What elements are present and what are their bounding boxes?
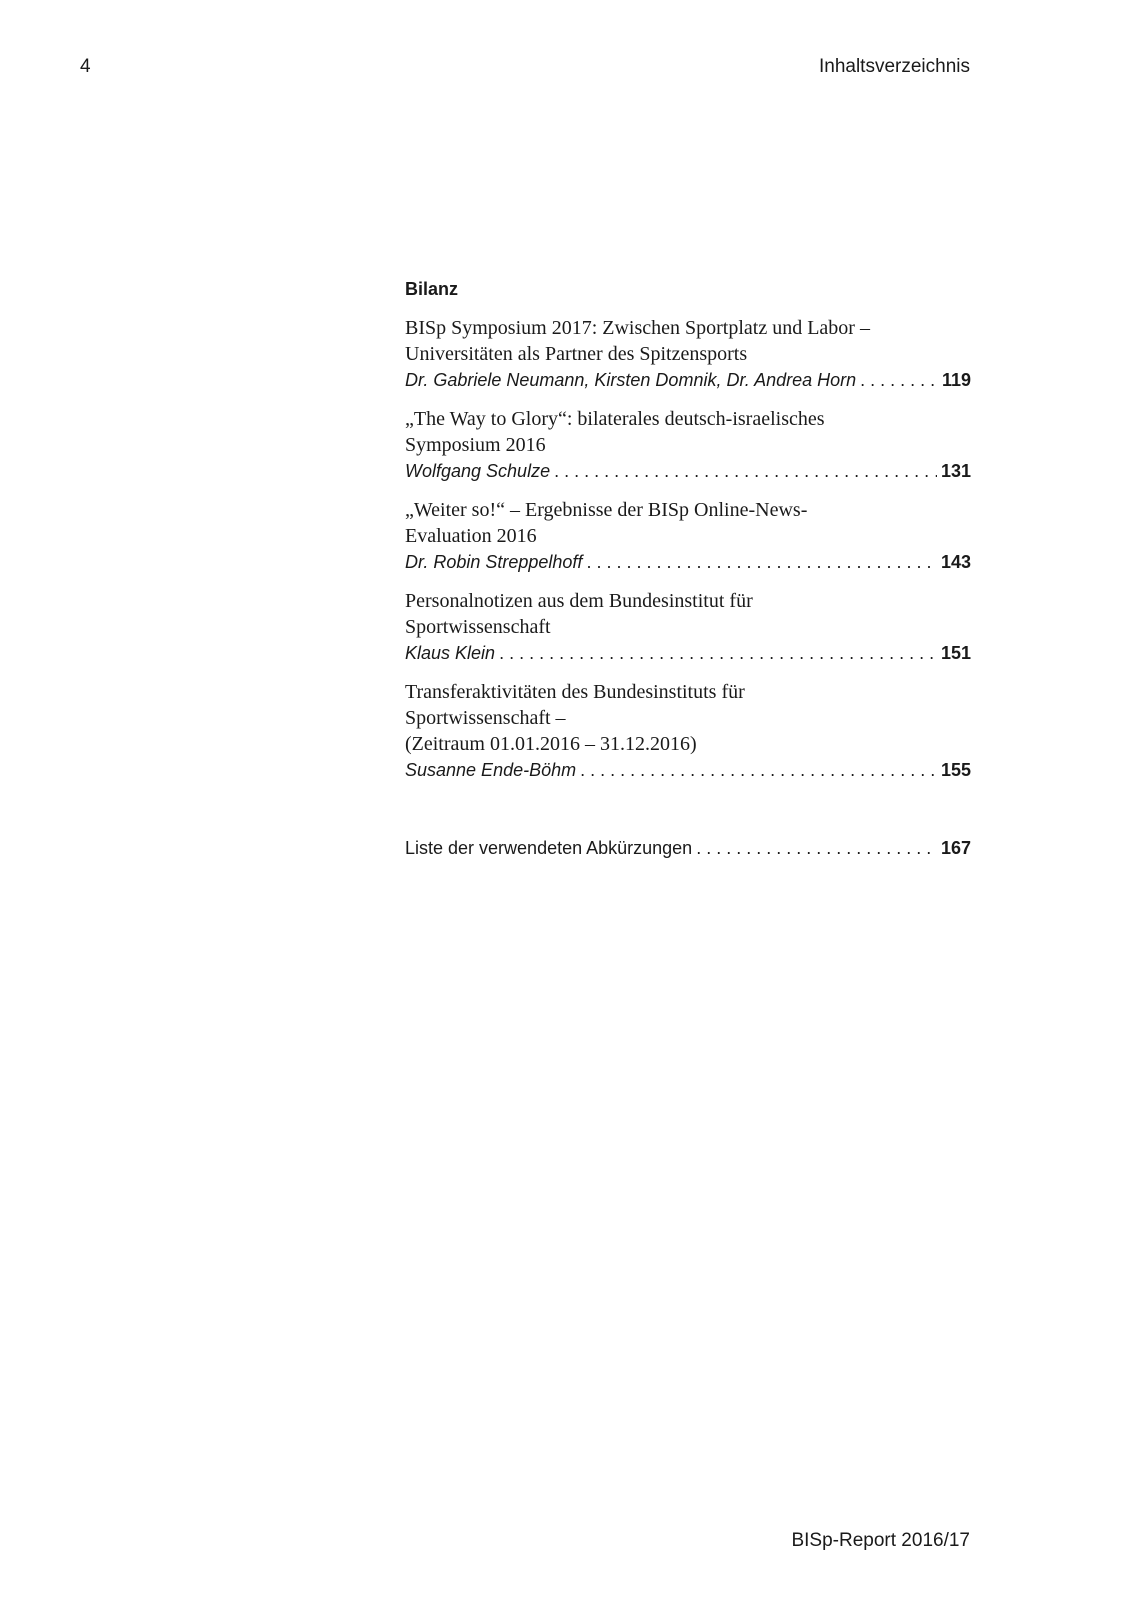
dot-leader (696, 835, 937, 861)
toc-entry-line (405, 549, 971, 575)
toc-entry-line (405, 367, 971, 393)
toc-entry-title: BISp Symposium 2017: Zwischen Sportplatz und Labor – Universitäten als Partner des Spitzensports (405, 317, 870, 365)
toc-entry-line (405, 835, 971, 861)
toc-entry-line (405, 458, 971, 484)
table-of-contents (405, 277, 971, 874)
page-number: 4 (80, 56, 91, 77)
toc-entry-page: 167 (940, 838, 971, 858)
footer-publication: BISp-Report 2016/17 (791, 1530, 970, 1551)
toc-entry-author: Klaus Klein (405, 643, 496, 663)
toc-entry-page: 143 (940, 552, 971, 572)
toc-entry-title: Personalnotizen aus dem Bundesinstitut für Sportwissenschaft (405, 590, 753, 638)
section-heading: Bilanz (405, 279, 459, 299)
dot-leader (586, 549, 937, 575)
toc-entry-author: Dr. Gabriele Neumann, Kirsten Domnik, Dr. Andrea Horn (405, 370, 857, 390)
toc-entry-author: Susanne Ende-Böhm (405, 760, 577, 780)
toc-entry-title: „Weiter so!“ – Ergebnisse der BISp Online-News- Evaluation 2016 (405, 499, 808, 547)
toc-entry[interactable] (405, 588, 971, 666)
toc-entry-title: Liste der verwendeten Abkürzungen (405, 838, 693, 858)
toc-entry-page: 151 (940, 643, 971, 663)
toc-entry[interactable] (405, 406, 971, 484)
dot-leader (860, 367, 938, 393)
toc-entry-author: Dr. Robin Streppelhoff (405, 552, 583, 572)
running-head-title: Inhaltsverzeichnis (818, 56, 970, 77)
toc-entry-page: 131 (940, 461, 971, 481)
toc-entry[interactable] (405, 679, 971, 783)
dot-leader (554, 458, 937, 484)
toc-entry-line (405, 640, 971, 666)
toc-entry[interactable] (405, 315, 971, 393)
toc-entry-title: „The Way to Glory“: bilaterales deutsch-israelisches Symposium 2016 (405, 408, 825, 456)
dot-leader (580, 757, 937, 783)
dot-leader (499, 640, 937, 666)
toc-entry-author: Wolfgang Schulze (405, 461, 551, 481)
toc-entry-line (405, 757, 971, 783)
toc-entry-page: 155 (940, 760, 971, 780)
toc-entry-title: Transferaktivitäten des Bundesinstituts für Sportwissenschaft – (Zeitraum 01.01.2016 – 31.12.2016) (405, 681, 745, 755)
toc-entry-page: 119 (941, 370, 971, 390)
toc-entry[interactable] (405, 497, 971, 575)
toc-entry-abbreviations[interactable] (405, 835, 971, 861)
